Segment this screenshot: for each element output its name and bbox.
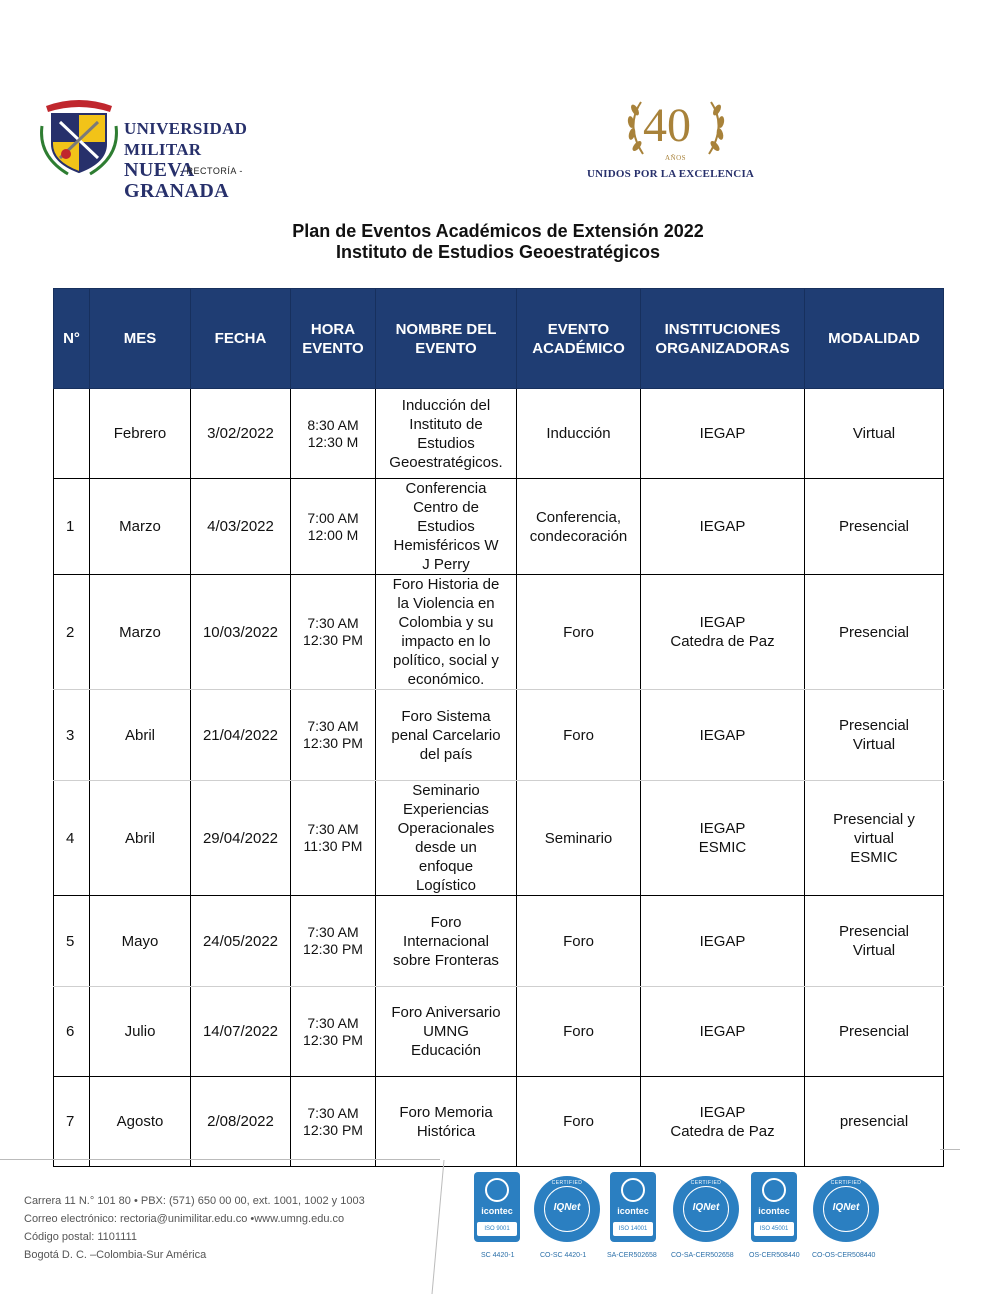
cell-evento-line: Conferencia,	[535, 508, 622, 526]
cell-evento	[517, 781, 641, 896]
cell-modalidad	[805, 896, 944, 987]
cell-nombre-line: Instituto de	[409, 415, 483, 433]
cert-code: CO-OS-CER508440	[812, 1252, 876, 1259]
cell-modalidad-line: Presencial y	[833, 810, 915, 828]
address-line: Código postal: 1101111	[24, 1231, 137, 1243]
cell-hora-line: 12:30 PM	[303, 735, 363, 751]
header-instituciones	[641, 289, 805, 389]
cell-hora	[291, 690, 376, 781]
cell-hora	[291, 987, 376, 1077]
cell-fecha: 2/08/2022	[191, 1077, 291, 1167]
cell-instituciones-line: IEGAP	[699, 518, 746, 535]
cell-mes: Marzo	[90, 575, 191, 690]
cell-nombre-line: Foro Memoria	[399, 1103, 493, 1121]
cert-code: CO-SC 4420-1	[540, 1252, 587, 1259]
cell-hora	[291, 575, 376, 690]
cell-nombre-line: Internacional	[403, 932, 489, 950]
cell-nombre-line: Hemisféricos W	[393, 537, 499, 554]
header-instituciones-line: ORGANIZADORAS	[655, 339, 790, 357]
cell-nombre-line: Logístico	[415, 877, 477, 894]
icontec-iso: ISO 45001	[754, 1222, 794, 1236]
cert-code: SA-CER502658	[607, 1252, 657, 1259]
cell-fecha: 24/05/2022	[191, 896, 291, 987]
cell-hora	[291, 479, 376, 575]
cell-nombre-line: Inducción del	[401, 396, 491, 414]
icontec-badge	[610, 1172, 656, 1242]
header-hora-line: EVENTO	[302, 339, 364, 357]
cell-modalidad	[805, 690, 944, 781]
cell-nombre-line: Foro Sistema	[401, 707, 491, 725]
iqnet-name: IQNet	[832, 1202, 860, 1213]
iqnet-badge	[673, 1176, 739, 1242]
table-row	[54, 896, 944, 987]
cell-num: 1	[54, 479, 90, 575]
university-name	[124, 118, 298, 202]
cell-nombre	[376, 479, 517, 575]
icontec-name: icontec	[481, 1206, 513, 1216]
cell-nombre-line: Foro	[430, 913, 462, 931]
cell-evento-line: Foro	[563, 623, 594, 641]
header-mes: MES	[90, 289, 191, 389]
cell-instituciones	[641, 781, 805, 896]
cell-instituciones-line: IEGAP	[699, 1023, 746, 1040]
header-nombre	[376, 289, 517, 389]
table-row	[54, 987, 944, 1077]
cell-instituciones	[641, 479, 805, 575]
cell-hora-line: 7:00 AM	[307, 509, 359, 526]
table-row	[54, 389, 944, 479]
cell-evento	[517, 690, 641, 781]
cell-hora-line: 7:30 AM	[307, 1104, 359, 1121]
icontec-iso: ISO 14001	[613, 1222, 653, 1236]
cell-modalidad	[805, 575, 944, 690]
umng-crest-icon	[38, 96, 120, 176]
cell-modalidad	[805, 389, 944, 479]
cell-nombre-line: Geoestratégicos.	[389, 453, 503, 471]
iqnet-badge	[534, 1176, 600, 1242]
cell-instituciones	[641, 575, 805, 690]
university-name-line2: NUEVA GRANADA	[124, 159, 230, 202]
cell-hora	[291, 1077, 376, 1167]
cell-evento-line: Seminario	[544, 829, 613, 847]
cell-instituciones	[641, 1077, 805, 1167]
header-evento-line: EVENTO	[547, 320, 610, 338]
rectoria-label: - RECTORÍA -	[180, 166, 243, 176]
cell-modalidad-line: Presencial	[838, 518, 910, 535]
cell-nombre	[376, 389, 517, 479]
cell-nombre-line: penal Carcelario	[391, 726, 501, 744]
cell-nombre	[376, 987, 517, 1077]
cell-hora-line: 7:30 AM	[307, 718, 359, 734]
cell-instituciones-line: IEGAP	[699, 726, 746, 744]
cell-mes: Abril	[90, 781, 191, 896]
cell-nombre-line: Colombia y su	[398, 614, 494, 631]
cell-num	[54, 389, 90, 479]
anniversary-years: AÑOS	[665, 154, 687, 162]
cell-num: 4	[54, 781, 90, 896]
umng-logo	[38, 96, 298, 202]
cell-hora-line: 12:30 PM	[303, 1121, 363, 1138]
cell-hora	[291, 896, 376, 987]
document-title	[0, 221, 996, 263]
cell-instituciones	[641, 987, 805, 1077]
header-modalidad: MODALIDAD	[805, 289, 944, 389]
cell-nombre-line: Conferencia	[405, 480, 487, 497]
cell-nombre	[376, 896, 517, 987]
cell-evento-line: Foro	[563, 1023, 594, 1040]
cell-nombre-line: político, social y	[393, 652, 499, 669]
cell-nombre-line: J Perry	[422, 556, 470, 573]
iqnet-logo-icon	[534, 1176, 600, 1242]
iqnet-certified: CERTIFIED	[551, 1180, 583, 1186]
cell-num: 2	[54, 575, 90, 690]
cell-evento-line: Foro	[563, 1113, 594, 1130]
cell-instituciones-line: Catedra de Paz	[670, 1122, 775, 1140]
cell-hora-line: 7:30 AM	[307, 1014, 359, 1031]
cell-hora-line: 12:30 M	[307, 433, 359, 450]
cell-fecha: 14/07/2022	[191, 987, 291, 1077]
iqnet-certified: CERTIFIED	[830, 1180, 862, 1186]
cell-nombre-line: la Violencia en	[397, 595, 495, 612]
icontec-logo-icon	[610, 1172, 656, 1242]
cell-hora-line: 7:30 AM	[307, 615, 359, 631]
iqnet-certified: CERTIFIED	[690, 1180, 722, 1186]
cell-nombre-line: impacto en lo	[401, 633, 491, 650]
anniversary-number: 40	[643, 99, 691, 152]
icontec-badge	[751, 1172, 797, 1242]
cell-fecha: 10/03/2022	[191, 575, 291, 690]
cell-mes: Mayo	[90, 896, 191, 987]
cell-nombre-line: enfoque	[418, 858, 474, 875]
cell-modalidad	[805, 1077, 944, 1167]
cell-instituciones	[641, 690, 805, 781]
table-row	[54, 575, 944, 690]
cert-code: SC 4420-1	[481, 1252, 515, 1259]
iqnet-logo-icon	[813, 1176, 879, 1242]
cell-evento	[517, 1077, 641, 1167]
cell-modalidad-line: presencial	[839, 1113, 909, 1130]
document-title-line1: Plan de Eventos Académicos de Extensión 2022	[292, 221, 704, 241]
cell-nombre-line: Centro de	[413, 499, 479, 516]
cell-nombre-line: Estudios	[417, 518, 475, 535]
cell-nombre-line: Operacionales	[397, 820, 495, 837]
footer-divider	[0, 1159, 440, 1160]
cert-code: CO-SA-CER502658	[671, 1252, 734, 1259]
cell-evento	[517, 575, 641, 690]
table-row	[54, 781, 944, 896]
cell-nombre-line: Experiencias	[403, 801, 489, 818]
icontec-logo-icon	[474, 1172, 520, 1242]
cell-hora-line: 12:00 M	[307, 526, 359, 543]
header-hora	[291, 289, 376, 389]
address-line: Correo electrónico: rectoria@unimilitar.edu.co •www.umng.edu.co	[24, 1213, 345, 1225]
cell-modalidad-line: Virtual	[852, 942, 896, 959]
cell-instituciones-line: ESMIC	[698, 839, 747, 856]
table-row	[54, 690, 944, 781]
cell-evento	[517, 389, 641, 479]
cell-instituciones-line: IEGAP	[699, 614, 746, 631]
icontec-badge	[474, 1172, 520, 1242]
header-evento-line: ACADÉMICO	[532, 339, 625, 357]
cell-nombre	[376, 781, 517, 896]
iqnet-badge	[813, 1176, 879, 1242]
cell-nombre-line: Histórica	[416, 1122, 476, 1140]
cell-nombre-line: Foro Historia de	[392, 576, 500, 593]
header-instituciones-line: INSTITUCIONES	[664, 320, 781, 338]
cell-modalidad-line: ESMIC	[850, 848, 898, 866]
cell-modalidad-line: virtual	[853, 829, 894, 847]
table-header-row	[54, 289, 944, 389]
footer-rule	[940, 1149, 960, 1150]
address-line: Bogotá D. C. –Colombia-Sur América	[24, 1249, 207, 1261]
cell-evento-line: Inducción	[546, 425, 611, 442]
iqnet-logo-icon	[673, 1176, 739, 1242]
cell-mes: Julio	[90, 987, 191, 1077]
cell-modalidad-line: Presencial	[838, 923, 910, 940]
footer-address	[24, 1192, 365, 1264]
header-num: N°	[54, 289, 90, 389]
cell-evento-line: Foro	[563, 726, 594, 744]
university-name-line1: UNIVERSIDAD MILITAR	[124, 119, 248, 159]
cell-nombre-line: del país	[419, 745, 473, 763]
cell-instituciones-line: IEGAP	[699, 820, 746, 837]
cell-hora-line: 11:30 PM	[303, 838, 363, 854]
cell-modalidad	[805, 781, 944, 896]
cell-instituciones-line: IEGAP	[699, 1103, 746, 1121]
cell-nombre-line: Seminario	[412, 782, 480, 799]
cell-mes: Abril	[90, 690, 191, 781]
cell-hora-line: 12:30 PM	[303, 1031, 363, 1048]
cell-nombre-line: económico.	[407, 671, 485, 688]
table-row	[54, 1077, 944, 1167]
cell-nombre-line: Educación	[410, 1042, 482, 1059]
cell-nombre	[376, 575, 517, 690]
iqnet-name: IQNet	[692, 1202, 720, 1213]
cert-code: OS-CER508440	[749, 1252, 800, 1259]
cell-modalidad	[805, 987, 944, 1077]
icontec-name: icontec	[758, 1206, 790, 1216]
header-nombre-line: EVENTO	[415, 339, 477, 357]
events-table	[53, 288, 944, 1167]
iqnet-name: IQNet	[553, 1202, 581, 1213]
cell-hora	[291, 389, 376, 479]
cell-nombre-line: sobre Fronteras	[393, 951, 499, 969]
header-evento	[517, 289, 641, 389]
cell-evento-line: Foro	[563, 932, 594, 950]
cell-modalidad-line: Presencial	[838, 623, 910, 641]
cell-nombre-line: Estudios	[417, 434, 475, 452]
cell-evento-line: condecoración	[529, 527, 628, 545]
icontec-iso: ISO 9001	[477, 1222, 517, 1236]
cell-modalidad-line: Presencial	[838, 717, 910, 734]
table-row	[54, 479, 944, 575]
cell-instituciones-line: IEGAP	[699, 932, 746, 950]
cell-num: 5	[54, 896, 90, 987]
cell-fecha: 4/03/2022	[191, 479, 291, 575]
icontec-name: icontec	[617, 1206, 649, 1216]
cell-instituciones-line: IEGAP	[699, 425, 746, 442]
header-fecha: FECHA	[191, 289, 291, 389]
cell-nombre-line: Foro Aniversario	[391, 1004, 501, 1021]
cell-hora-line: 8:30 AM	[307, 416, 359, 433]
cell-modalidad-line: Presencial	[838, 1023, 910, 1040]
icontec-logo-icon	[751, 1172, 797, 1242]
cell-evento	[517, 479, 641, 575]
cell-evento	[517, 987, 641, 1077]
anniversary-slogan: UNIDOS POR LA EXCELENCIA	[587, 168, 755, 180]
cell-modalidad	[805, 479, 944, 575]
cell-num: 7	[54, 1077, 90, 1167]
cell-hora-line: 12:30 PM	[303, 632, 363, 648]
cell-nombre-line: UMNG	[423, 1023, 469, 1040]
cell-mes: Febrero	[90, 389, 191, 479]
cell-instituciones	[641, 389, 805, 479]
cell-instituciones	[641, 896, 805, 987]
events-body	[54, 389, 944, 1167]
address-line: Carrera 11 N.° 101 80 • PBX: (571) 650 00 00, ext. 1001, 1002 y 1003	[24, 1195, 365, 1207]
cell-fecha: 21/04/2022	[191, 690, 291, 781]
cell-hora-line: 7:30 AM	[307, 924, 359, 940]
cell-instituciones-line: Catedra de Paz	[670, 633, 775, 650]
document-title-line2: Instituto de Estudios Geoestratégicos	[335, 242, 661, 262]
cell-nombre-line: desde un	[415, 839, 477, 856]
anniversary-logo	[585, 96, 775, 186]
cell-modalidad-line: Virtual	[852, 736, 896, 753]
cell-num: 6	[54, 987, 90, 1077]
cell-nombre	[376, 1077, 517, 1167]
cell-fecha: 3/02/2022	[191, 389, 291, 479]
cell-fecha: 29/04/2022	[191, 781, 291, 896]
cell-evento	[517, 896, 641, 987]
cell-nombre	[376, 690, 517, 781]
header-hora-line: HORA	[310, 320, 356, 338]
cell-hora-line: 12:30 PM	[303, 941, 363, 957]
header-nombre-line: NOMBRE DEL	[395, 320, 497, 338]
cell-num: 3	[54, 690, 90, 781]
cell-modalidad-line: Virtual	[852, 425, 896, 442]
cell-mes: Marzo	[90, 479, 191, 575]
cell-hora	[291, 781, 376, 896]
cell-hora-line: 7:30 AM	[307, 821, 359, 837]
cell-mes: Agosto	[90, 1077, 191, 1167]
